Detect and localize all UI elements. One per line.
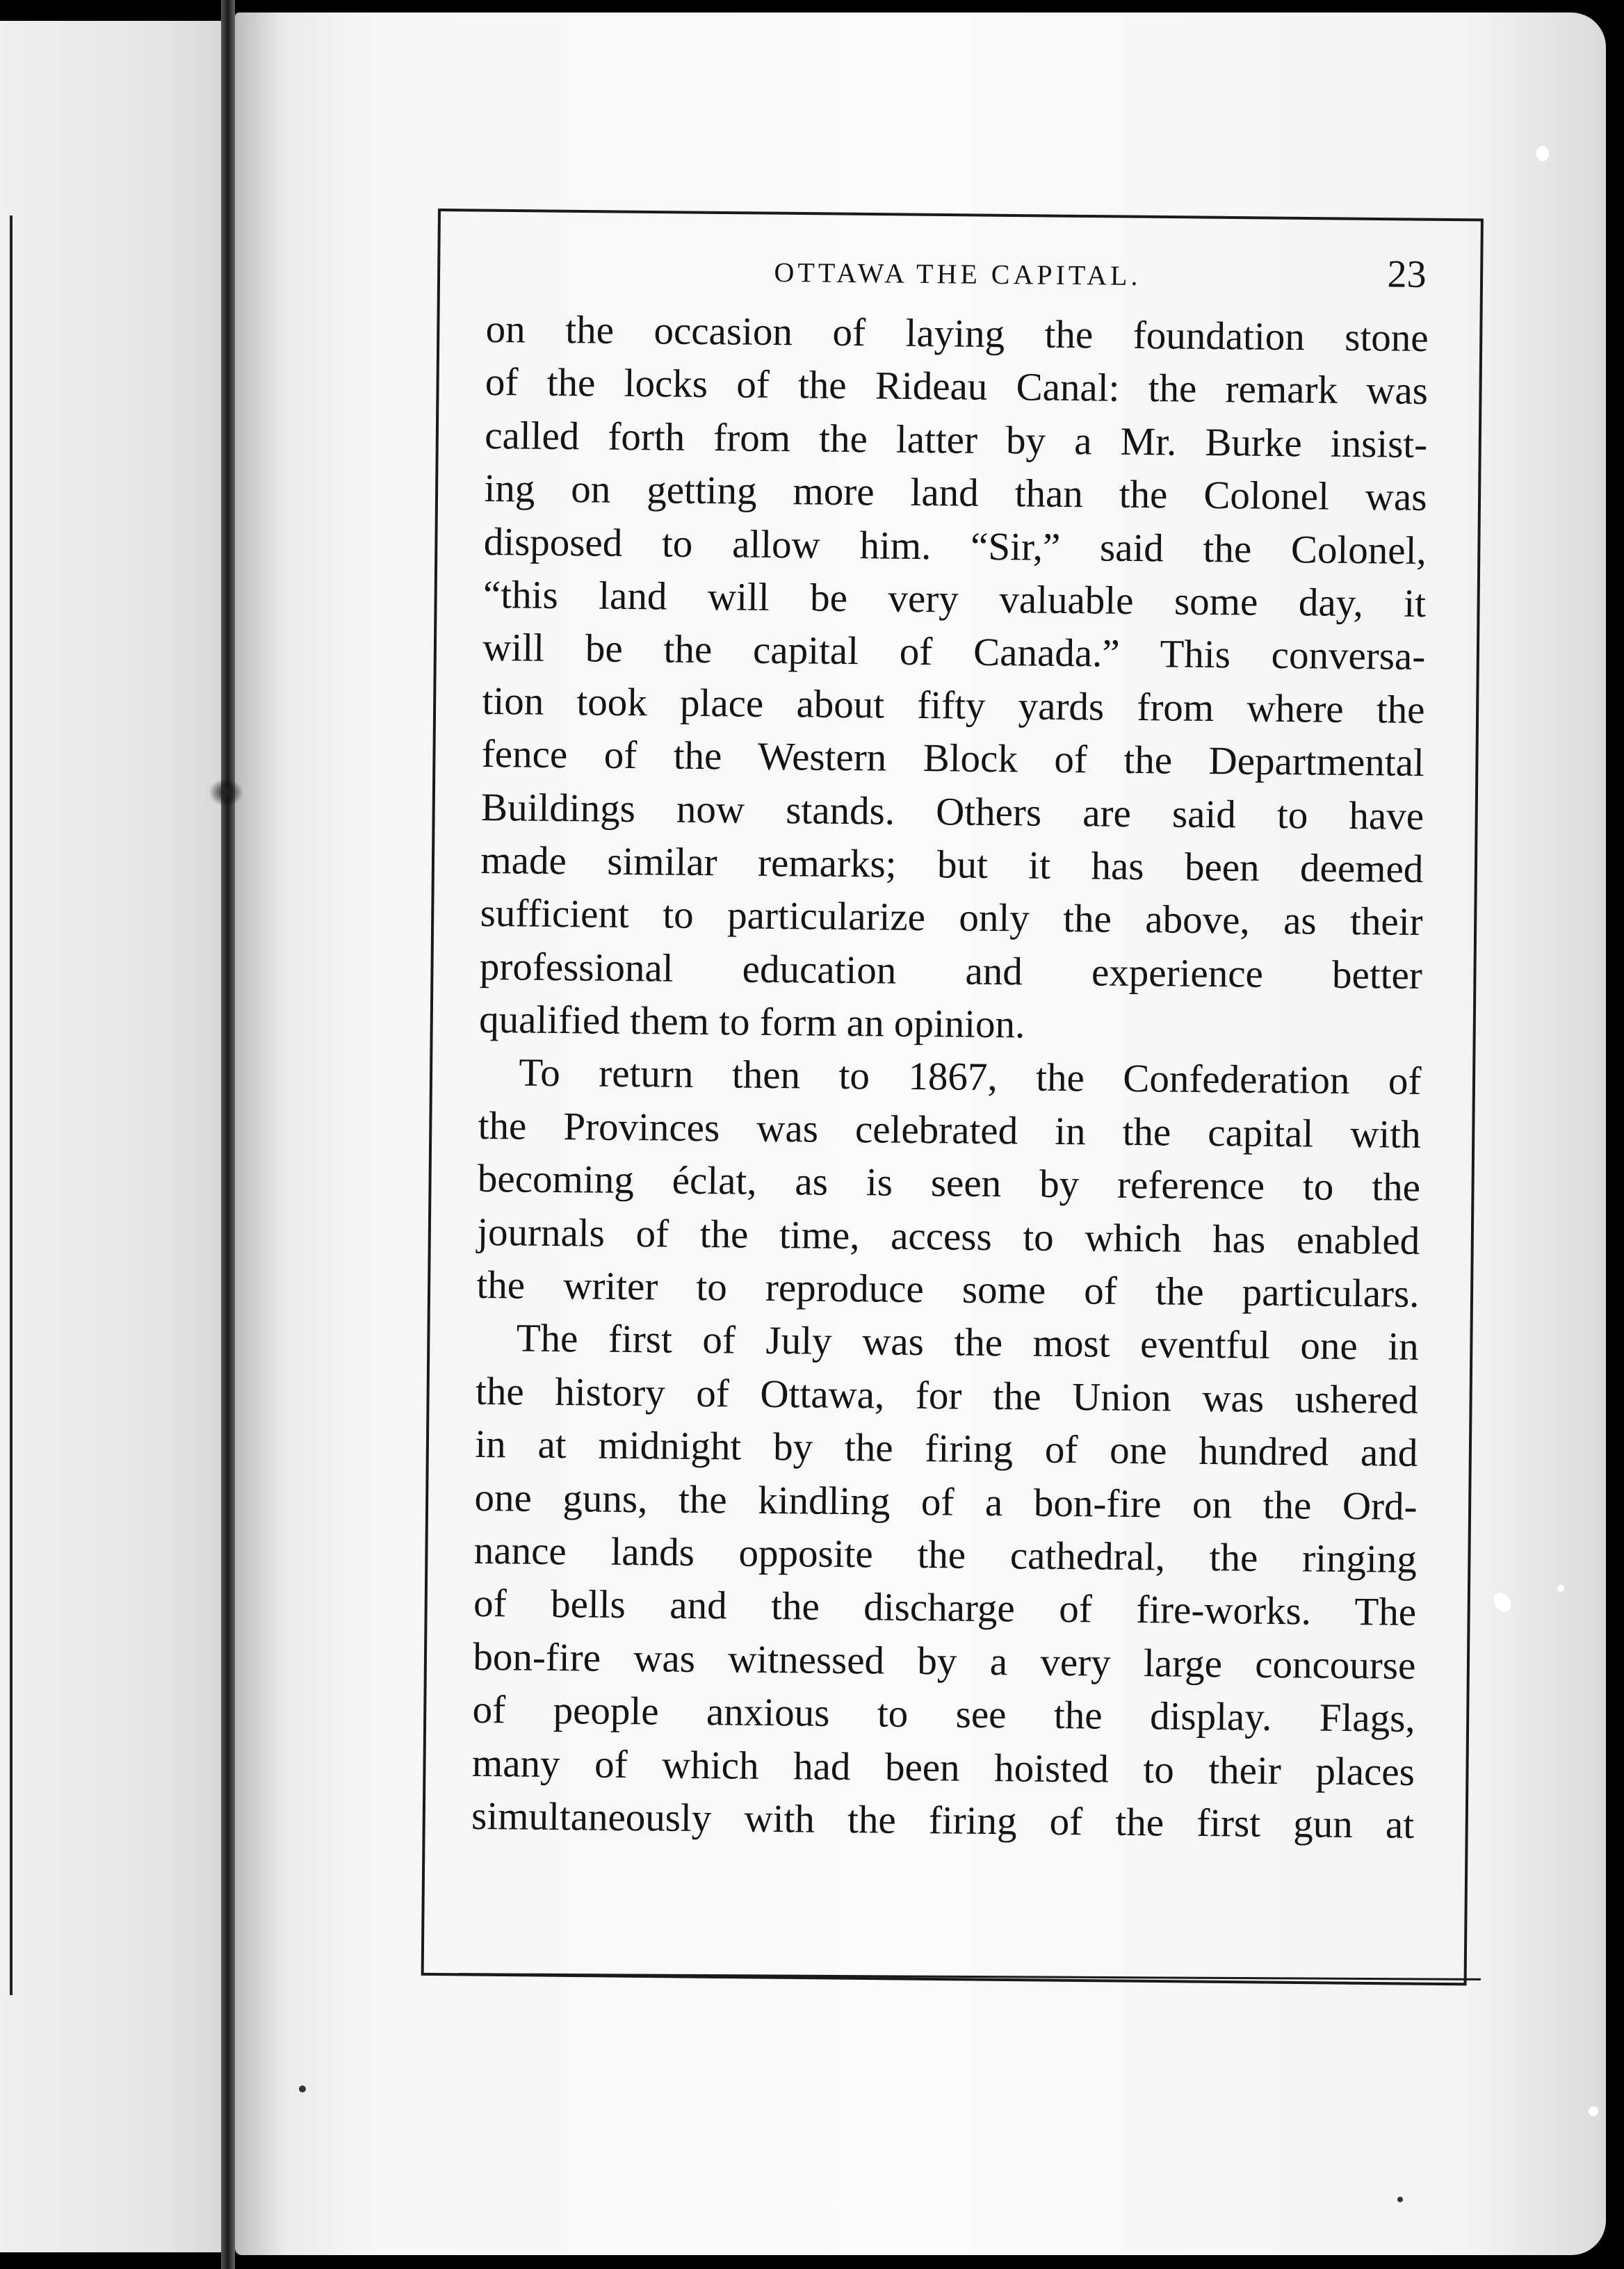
text-line: To return then to 1867, the Confederation of [519, 1050, 1422, 1104]
page-text-block [471, 236, 1429, 1852]
text-line: on the occasion of laying the foundation stone [485, 307, 1429, 361]
text-line: made similar remarks; but it has been deemed [480, 838, 1424, 891]
text-line: of people anxious to see the display. Flags, [472, 1688, 1415, 1741]
spine-stain [209, 779, 243, 806]
text-line: sufficient to particularize only the above, as their [480, 891, 1423, 945]
page-number: 23 [1387, 252, 1427, 296]
text-line: professional education and experience better [479, 944, 1423, 998]
scan-speck [1397, 2197, 1403, 2202]
paragraph-2 [476, 1046, 1422, 1321]
gutter-shadow [235, 13, 284, 2255]
text-line: the writer to reproduce some of the particulars. [476, 1262, 1420, 1316]
text-line: simultaneously with the firing of the first gun at [471, 1794, 1415, 1847]
paragraph-3 [471, 1312, 1419, 1852]
text-line: the Provinces was celebrated in the capital with [478, 1103, 1421, 1157]
text-line: disposed to allow him. “Sir,” said the Colonel, [483, 519, 1427, 573]
text-line: the history of Ottawa, for the Union was ushered [475, 1369, 1419, 1422]
text-line: journals of the time, access to which has enabled [476, 1210, 1420, 1263]
text-line: nance lands opposite the cathedral, the ringing [473, 1528, 1418, 1581]
previous-page-edge [0, 21, 221, 2252]
text-line: many of which had been hoisted to their places [471, 1741, 1415, 1794]
text-line: becoming éclat, as is seen by reference to the [477, 1157, 1421, 1210]
paragraph-1 [479, 303, 1429, 1055]
scan-speck [1536, 146, 1549, 161]
text-line: of bells and the discharge of fire-works. The [473, 1581, 1417, 1635]
running-head [486, 236, 1429, 312]
text-line: bon-fire was witnessed by a very large concourse [473, 1634, 1416, 1688]
book-gutter [221, 0, 235, 2269]
scan-speck [299, 2085, 306, 2092]
text-line: The first of July was the most eventful one in [516, 1316, 1420, 1369]
running-title: OTTAWA THE CAPITAL. [774, 256, 1142, 292]
text-line: called forth from the latter by a Mr. Burke insist- [484, 413, 1428, 466]
text-line: tion took place about fifty yards from where the [482, 678, 1425, 732]
text-line: will be the capital of Canada.” This conversa- [482, 626, 1426, 679]
text-line: “this land will be very valuable some day, it [482, 572, 1427, 626]
scan-speck [1557, 1585, 1564, 1592]
text-line: ing on getting more land than the Colonel was [484, 466, 1427, 520]
scan-speck [1589, 2106, 1598, 2116]
text-line: of the locks of the Rideau Canal: the remark was [485, 360, 1429, 414]
text-line: qualified them to form an opinion. [478, 998, 1025, 1047]
text-line: one guns, the kindling of a bon-fire on the Ord- [474, 1475, 1418, 1529]
text-line: Buildings now stands. Others are said to have [480, 785, 1424, 838]
text-line: fence of the Western Block of the Departmental [481, 732, 1425, 786]
text-line: in at midnight by the firing of one hundred and [475, 1422, 1418, 1476]
previous-page-frame-rule [10, 215, 13, 1995]
